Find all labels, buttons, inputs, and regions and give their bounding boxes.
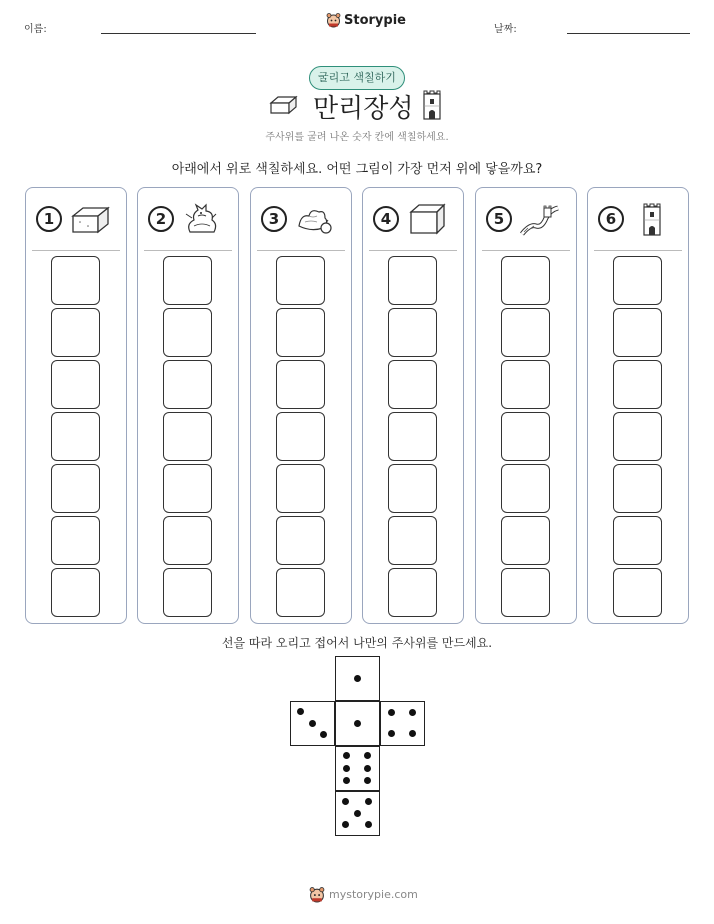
die-face [335, 701, 380, 746]
rice-dumpling-icon [295, 202, 335, 236]
color-box[interactable] [276, 308, 325, 357]
die-pip [409, 730, 416, 737]
color-box[interactable] [163, 360, 212, 409]
color-box[interactable] [51, 412, 100, 461]
color-box[interactable] [51, 360, 100, 409]
column-number: 6 [598, 206, 624, 232]
die-pip [343, 765, 350, 772]
color-box[interactable] [163, 516, 212, 565]
die-pip [365, 798, 372, 805]
die-pip [354, 675, 361, 682]
column-header [486, 202, 570, 236]
color-box[interactable] [388, 516, 437, 565]
column-number: 2 [148, 206, 174, 232]
column-divider [482, 250, 570, 251]
footer [309, 886, 418, 903]
name-label: 이름: [24, 24, 47, 35]
color-box[interactable] [51, 568, 100, 617]
column-divider [257, 250, 345, 251]
die-pip [388, 730, 395, 737]
color-box[interactable] [51, 464, 100, 513]
die-instruction: 선을 따라 오리고 접어서 나만의 주사위를 만드세요. [221, 636, 493, 650]
color-box[interactable] [388, 464, 437, 513]
die-face [290, 701, 335, 746]
die-pip [320, 731, 327, 738]
column-divider [144, 250, 232, 251]
color-box[interactable] [501, 568, 550, 617]
color-box[interactable] [163, 412, 212, 461]
column-number: 5 [486, 206, 512, 232]
dragon-icon [182, 202, 222, 236]
die-pip [364, 752, 371, 759]
column-number: 3 [261, 206, 287, 232]
picture-column [475, 187, 577, 624]
name-line[interactable] [101, 33, 256, 34]
color-box[interactable] [163, 464, 212, 513]
activity-badge: 굴리고 색칠하기 [309, 66, 405, 90]
color-box[interactable] [388, 412, 437, 461]
die-pip [343, 777, 350, 784]
subtitle: 주사위를 굴려 나온 숫자 칸에 색칠하세요. [265, 132, 449, 143]
color-box[interactable] [501, 308, 550, 357]
great-wall-icon [520, 202, 560, 236]
color-box[interactable] [51, 308, 100, 357]
color-box[interactable] [276, 464, 325, 513]
color-box[interactable] [163, 568, 212, 617]
footer-url: mystorypie.com [329, 888, 418, 901]
color-box[interactable] [613, 256, 662, 305]
color-box[interactable] [501, 464, 550, 513]
die-pip [354, 810, 361, 817]
color-box[interactable] [276, 256, 325, 305]
die-face [335, 791, 380, 836]
pie-mascot-icon [326, 12, 341, 28]
column-header [373, 202, 457, 236]
die-pip [365, 821, 372, 828]
color-box[interactable] [388, 256, 437, 305]
watchtower-icon [421, 90, 443, 120]
color-box[interactable] [276, 360, 325, 409]
column-number: 1 [36, 206, 62, 232]
column-header [598, 202, 682, 236]
stone-block-icon [407, 202, 447, 236]
picture-column [137, 187, 239, 624]
color-box[interactable] [388, 308, 437, 357]
color-box[interactable] [276, 516, 325, 565]
die-pip [343, 752, 350, 759]
die-pip [354, 720, 361, 727]
color-box[interactable] [276, 412, 325, 461]
color-box[interactable] [51, 256, 100, 305]
picture-column [362, 187, 464, 624]
die-pip [309, 720, 316, 727]
color-box[interactable] [613, 464, 662, 513]
color-box[interactable] [613, 568, 662, 617]
color-box[interactable] [51, 516, 100, 565]
column-header [148, 202, 232, 236]
brick-icon [268, 94, 298, 116]
brick-icon [70, 202, 110, 236]
die-face [380, 701, 425, 746]
die-face [335, 746, 380, 791]
column-number: 4 [373, 206, 399, 232]
color-box[interactable] [501, 256, 550, 305]
column-header [36, 202, 120, 236]
column-divider [32, 250, 120, 251]
die-pip [364, 765, 371, 772]
picture-column [587, 187, 689, 624]
picture-column [25, 187, 127, 624]
die-pip [388, 709, 395, 716]
die-pip [364, 777, 371, 784]
pie-mascot-icon [309, 886, 325, 903]
die-pip [342, 798, 349, 805]
picture-column [250, 187, 352, 624]
color-box[interactable] [501, 412, 550, 461]
color-box[interactable] [501, 516, 550, 565]
color-box[interactable] [388, 360, 437, 409]
color-box[interactable] [163, 256, 212, 305]
color-box[interactable] [163, 308, 212, 357]
color-box[interactable] [276, 568, 325, 617]
brand-name: Storypie [344, 12, 406, 28]
color-box[interactable] [388, 568, 437, 617]
watchtower-icon [632, 202, 672, 236]
brand-logo [326, 12, 406, 28]
page-title: 만리장성 [313, 94, 414, 124]
color-box[interactable] [501, 360, 550, 409]
color-box[interactable] [613, 308, 662, 357]
date-line[interactable] [567, 33, 690, 34]
column-divider [594, 250, 682, 251]
column-divider [369, 250, 457, 251]
color-box[interactable] [613, 360, 662, 409]
die-pip [409, 709, 416, 716]
die-face [335, 656, 380, 701]
column-header [261, 202, 345, 236]
die-pip [297, 708, 304, 715]
die-pip [342, 821, 349, 828]
color-box[interactable] [613, 516, 662, 565]
color-box[interactable] [613, 412, 662, 461]
instruction-text: 아래에서 위로 색칠하세요. 어떤 그림이 가장 먼저 위에 닿을까요? [171, 162, 543, 177]
date-label: 날짜: [494, 24, 517, 35]
